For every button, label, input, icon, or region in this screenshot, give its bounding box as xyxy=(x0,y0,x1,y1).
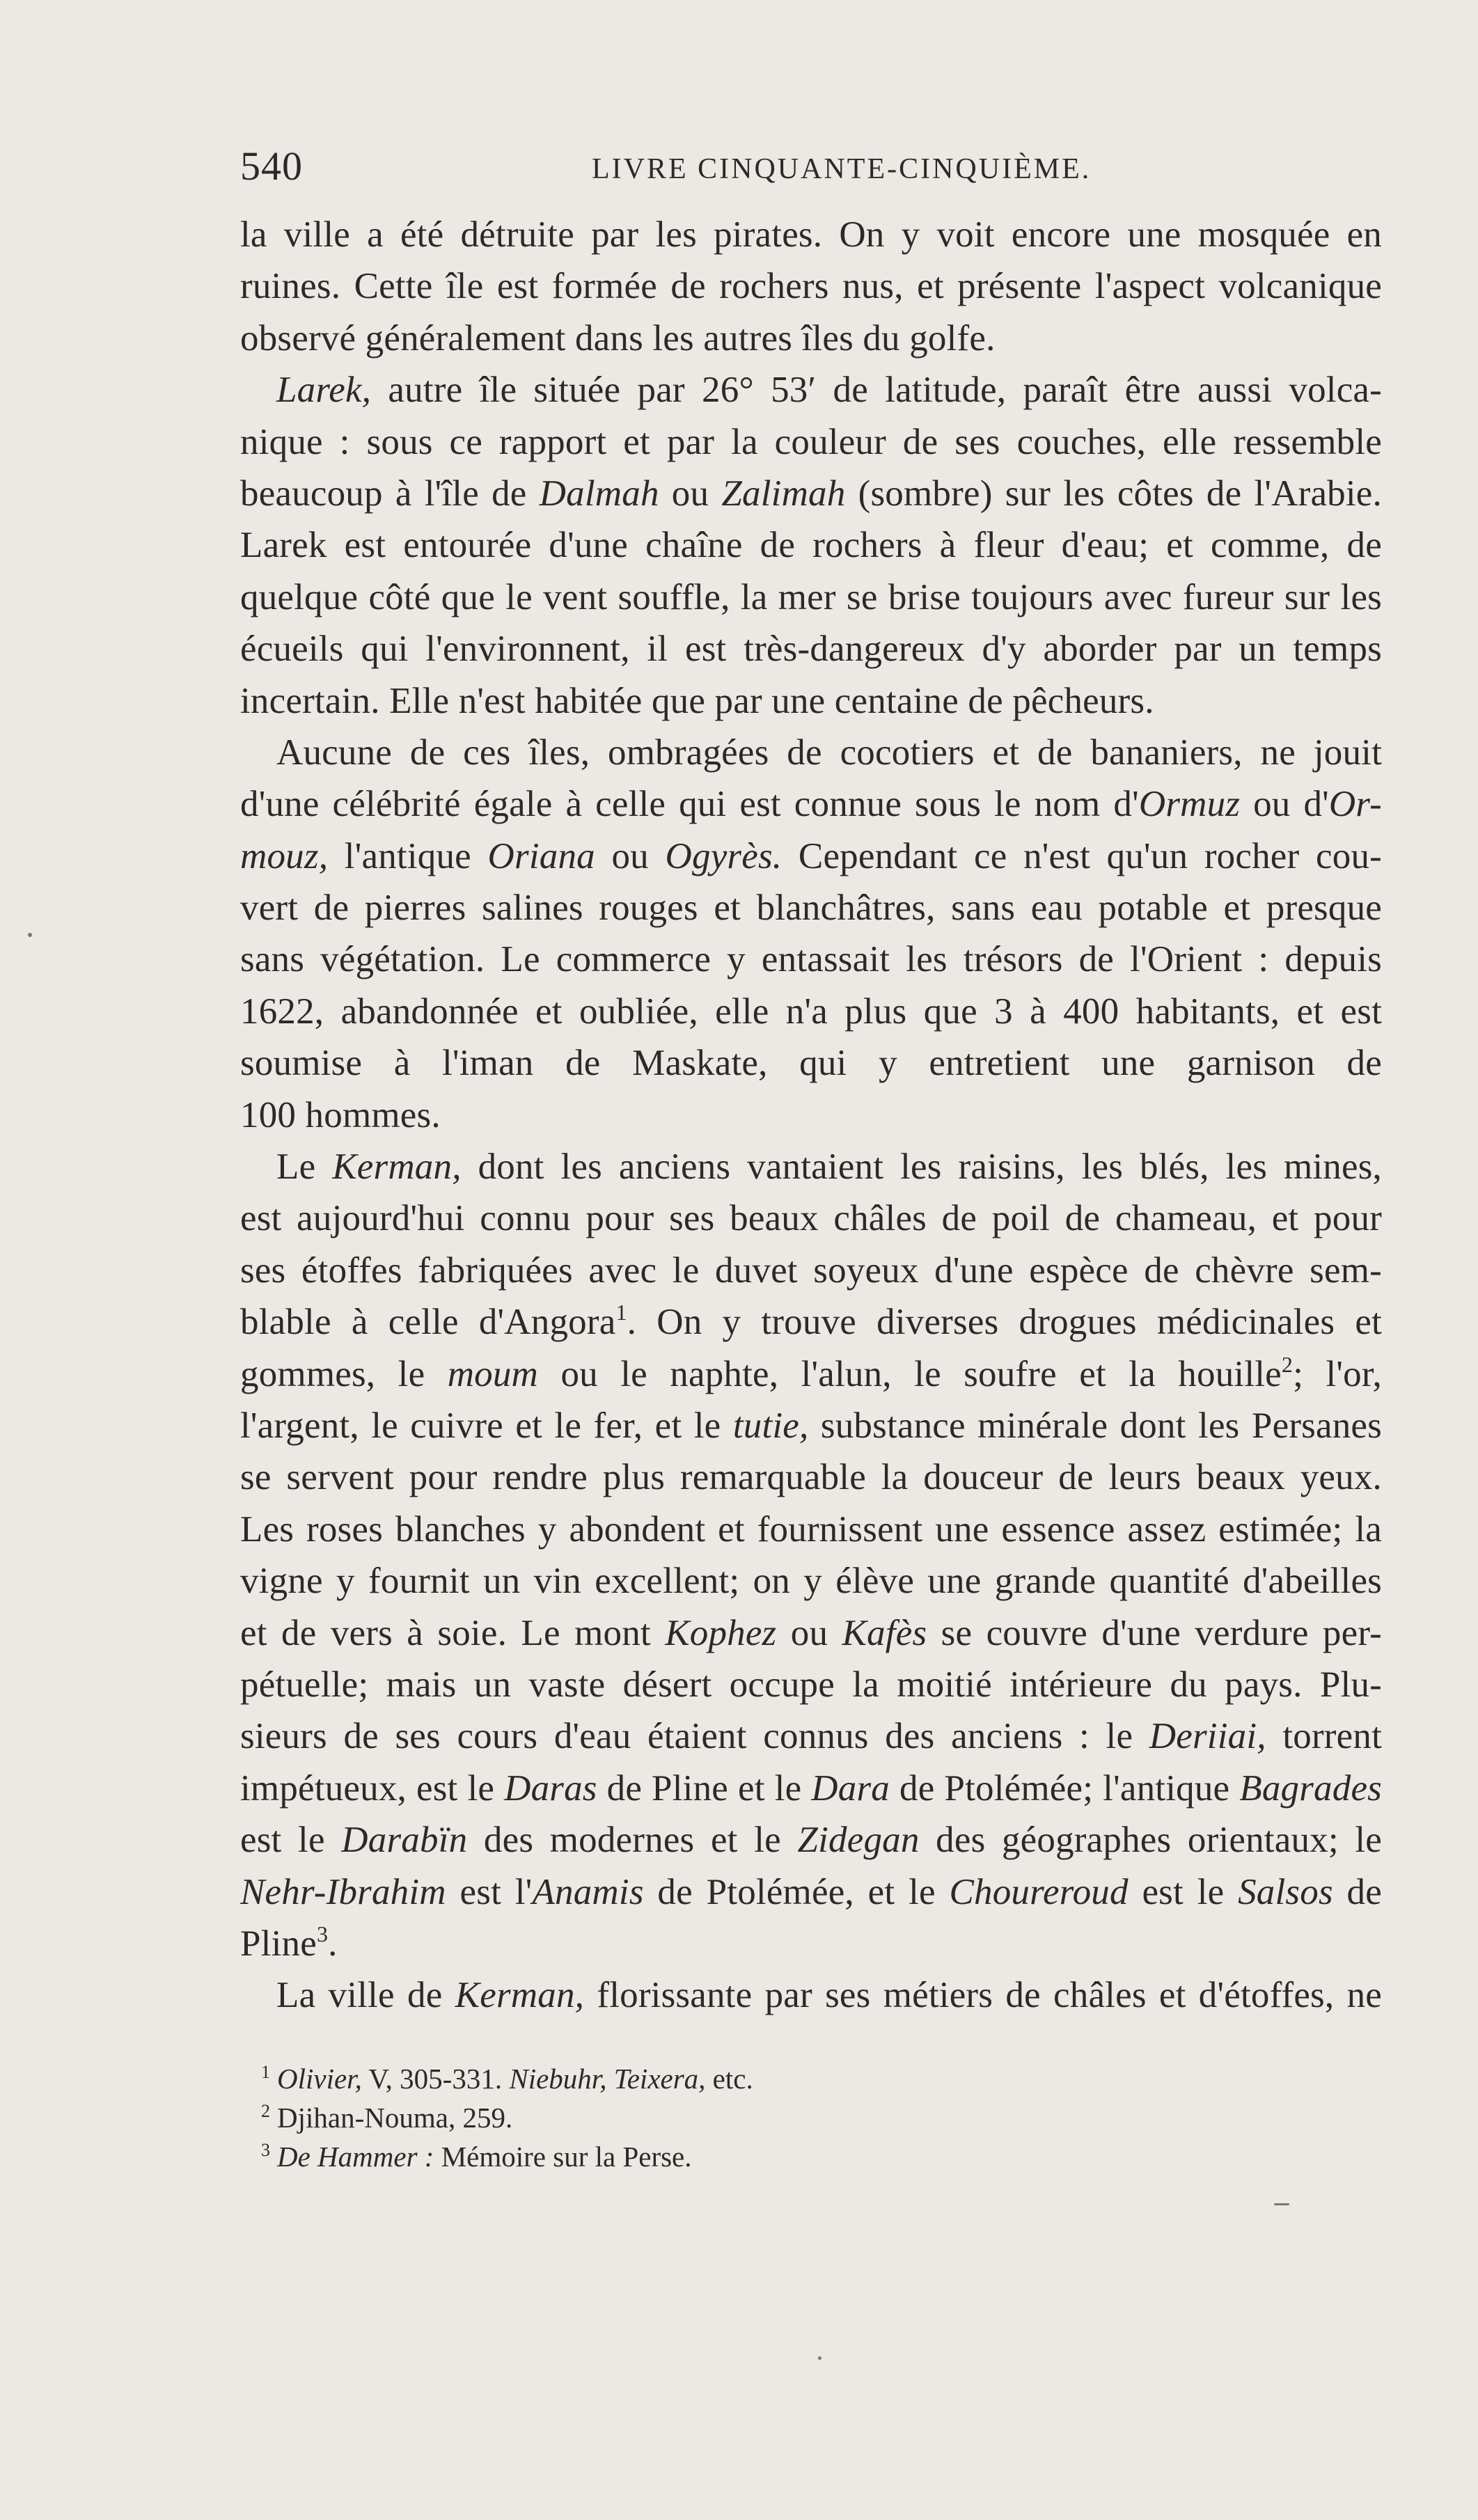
text-run: ; l'or, xyxy=(1293,1353,1382,1394)
text-line: se servent pour rendre plus remarquable la douceur de leurs beaux yeux. xyxy=(240,1457,1382,1498)
text-run: Mémoire sur la Perse. xyxy=(434,2141,692,2173)
footnote-3 xyxy=(261,2137,1375,2176)
text-line: pétuelle; mais un vaste désert occupe la moitié intérieure du pays. Plu- xyxy=(240,1664,1382,1705)
text-run: etc. xyxy=(705,2063,753,2095)
text-line xyxy=(240,364,1382,416)
text-run: . xyxy=(328,1923,338,1964)
text-line: ruines. Cette île est formée de rochers nus, et présente l'aspect volcanique xyxy=(240,266,1382,307)
text-run: sieurs de ses cours d'eau étaient connus des anciens : le xyxy=(240,1716,1149,1757)
text-run: se couvre d'une verdure per- xyxy=(927,1612,1382,1653)
text-line: 1622, abandonnée et oubliée, elle n'a plus que 3 à 400 habitants, et est xyxy=(240,991,1382,1032)
text-line xyxy=(240,1607,1382,1659)
text-run: l'argent, le cuivre et le fer, et le xyxy=(240,1405,733,1446)
text-run: est le xyxy=(240,1820,342,1861)
text-run: ou xyxy=(659,473,722,514)
text-line: est aujourd'hui connu pour ses beaux châles de poil de chameau, et pour xyxy=(240,1198,1382,1239)
text-line: quelque côté que le vent souffle, la mer se brise toujours avec fureur sur les xyxy=(240,576,1382,617)
text-run: de Ptolémée; l'antique xyxy=(890,1767,1240,1809)
text-line: vert de pierres salines rouges et blanchâtres, sans eau potable et presque xyxy=(240,888,1382,929)
text-run: beaucoup à l'île de xyxy=(240,473,540,514)
river-name-nehr-ibrahim: Nehr-Ibrahim xyxy=(240,1871,446,1912)
river-name-bagrades: Bagrades xyxy=(1239,1767,1382,1809)
place-name-kafes: Kafès xyxy=(842,1612,927,1653)
text-line: vigne y fournit un vin excellent; on y élève une grande quantité d'abeilles xyxy=(240,1561,1382,1602)
text-run: des modernes et le xyxy=(467,1820,798,1861)
text-run: l'antique xyxy=(328,835,488,876)
text-line: ses étoffes fabriquées avec le duvet soyeux d'une espèce de chèvre sem- xyxy=(240,1250,1382,1291)
place-name-kophez: Kophez xyxy=(665,1612,777,1653)
place-name-ormouz: mouz, xyxy=(240,835,329,876)
text-run: dont les anciens vantaient les raisins, les blés, les mines, xyxy=(461,1147,1382,1188)
text-run: Cependant ce n'est qu'un rocher cou- xyxy=(782,835,1382,876)
text-line xyxy=(240,778,1382,830)
place-name-zalimah: Zalimah xyxy=(721,473,846,514)
text-line: Les roses blanches y abondent et fournissent une essence assez estimée; la xyxy=(240,1509,1382,1550)
text-line: écueils qui l'environnent, il est très-dangereux d'y aborder par un temps xyxy=(240,629,1382,670)
text-line xyxy=(240,1918,1382,1969)
text-line xyxy=(240,1400,1382,1451)
text-run: . On y trouve diverses drogues médicinales et xyxy=(627,1302,1382,1343)
river-name-salsos: Salsos xyxy=(1238,1871,1333,1912)
footnote-2 xyxy=(261,2098,1375,2137)
footnote-mark: 3 xyxy=(261,2140,270,2160)
text-run: est l' xyxy=(446,1871,533,1912)
text-run: et de vers à soie. Le mont xyxy=(240,1612,666,1653)
text-run: (sombre) sur les côtes de l'Arabie. xyxy=(845,473,1382,514)
term-moum: moum xyxy=(447,1353,539,1394)
river-name-daras: Daras xyxy=(504,1767,597,1809)
text-run: blable à celle d'Angora xyxy=(240,1302,616,1343)
text-line: observé généralement dans les autres îles du golfe. xyxy=(240,317,996,359)
text-run: La ville de xyxy=(276,1975,455,2016)
text-run: impétueux, est le xyxy=(240,1767,505,1809)
river-name-choureroud: Choureroud xyxy=(949,1871,1129,1912)
footnote-1 xyxy=(261,2059,1375,2098)
paper-speck xyxy=(1274,2203,1289,2205)
author-name: De Hammer : xyxy=(277,2141,434,2173)
text-run: ou le naphte, l'alun, le soufre et la houille xyxy=(538,1353,1282,1394)
place-name-kerman: Kerman, xyxy=(332,1147,462,1188)
place-name-larek: Larek, xyxy=(276,370,372,411)
page-number: 540 xyxy=(240,143,303,189)
text-run: est le xyxy=(1128,1871,1239,1912)
footnote-mark: 1 xyxy=(261,2062,270,2082)
term-tutie: tutie, xyxy=(732,1405,809,1446)
place-name-oriana: Oriana xyxy=(487,835,595,876)
running-title: LIVRE CINQUANTE-CINQUIÈME. xyxy=(592,153,1092,185)
text-run: V, 305-331. xyxy=(361,2063,510,2095)
page-header xyxy=(240,143,1389,191)
text-line: Aucune de ces îles, ombragées de cocotiers et de bananiers, ne jouit xyxy=(276,732,1382,773)
text-run: ou xyxy=(595,835,666,876)
text-run: gommes, le xyxy=(240,1353,448,1394)
text-run: des géographes orientaux; le xyxy=(919,1820,1382,1861)
text-run: de Ptolémée, et le xyxy=(643,1871,950,1912)
place-name-dalmah: Dalmah xyxy=(539,473,659,514)
text-run: de xyxy=(1332,1871,1382,1912)
text-run: florissante par ses métiers de châles et d'étoffes, ne xyxy=(584,1975,1382,2016)
text-line xyxy=(240,1710,1382,1762)
text-line: la ville a été détruite par les pirates. On y voit encore une mosquée en xyxy=(240,214,1382,255)
author-name: Olivier, xyxy=(277,2063,362,2095)
text-line xyxy=(240,1141,1382,1192)
place-name-ormouz: Or- xyxy=(1328,784,1382,825)
text-run: de Pline et le xyxy=(597,1767,812,1809)
text-run: substance minérale dont les Persanes xyxy=(808,1405,1382,1446)
text-run: Pline xyxy=(240,1923,317,1964)
text-line xyxy=(240,1814,1382,1866)
text-line: 100 hommes. xyxy=(240,1094,441,1135)
text-line: sans végétation. Le commerce y entassait les trésors de l'Orient : depuis xyxy=(240,939,1382,980)
place-name-ormuz: Ormuz xyxy=(1138,784,1241,825)
text-line xyxy=(240,1348,1382,1400)
text-line xyxy=(240,468,1382,519)
text-line: nique : sous ce rapport et par la couleur de ses couches, elle ressemble xyxy=(240,421,1382,462)
body-text xyxy=(240,209,1382,2022)
text-run: Djihan-Nouma, 259. xyxy=(277,2102,513,2134)
footnote-ref-3: 3 xyxy=(316,1921,329,1946)
text-line: soumise à l'iman de Maskate, qui y entretient une garnison de xyxy=(240,1043,1382,1084)
text-line: incertain. Elle n'est habitée que par une centaine de pêcheurs. xyxy=(240,680,1154,721)
author-name: Niebuhr, Teixera, xyxy=(509,2063,706,2095)
text-line xyxy=(240,1296,1382,1348)
river-name-anamis: Anamis xyxy=(532,1871,644,1912)
text-run: ou xyxy=(776,1612,842,1653)
river-name-dara: Dara xyxy=(811,1767,890,1809)
river-name-zidegan: Zidegan xyxy=(797,1820,920,1861)
river-name-darabin: Darabïn xyxy=(341,1820,468,1861)
river-name-deriiai: Deriiai, xyxy=(1149,1716,1266,1757)
text-line: Larek est entourée d'une chaîne de rochers à fleur d'eau; et comme, de xyxy=(240,525,1382,566)
footnote-mark: 2 xyxy=(261,2101,270,2121)
paper-speck xyxy=(818,2356,821,2360)
footnote-ref-1: 1 xyxy=(615,1300,627,1325)
text-line xyxy=(240,830,1382,882)
place-name-ogyres: Ogyrès. xyxy=(665,835,783,876)
text-line xyxy=(240,1866,1382,1918)
paper-speck xyxy=(28,933,32,937)
footnote-ref-2: 2 xyxy=(1281,1351,1294,1377)
footnotes xyxy=(261,2059,1375,2176)
text-run: Le xyxy=(276,1147,333,1188)
text-run: torrent xyxy=(1266,1716,1382,1757)
place-name-kerman: Kerman, xyxy=(455,1975,585,2016)
text-run: ou d' xyxy=(1240,784,1329,825)
text-line xyxy=(240,1969,1382,2021)
text-run: d'une célébrité égale à celle qui est connue sous le nom d' xyxy=(240,784,1139,825)
text-run: autre île située par 26° 53′ de latitude, paraît être aussi volca- xyxy=(371,370,1382,411)
text-line xyxy=(240,1763,1382,1814)
